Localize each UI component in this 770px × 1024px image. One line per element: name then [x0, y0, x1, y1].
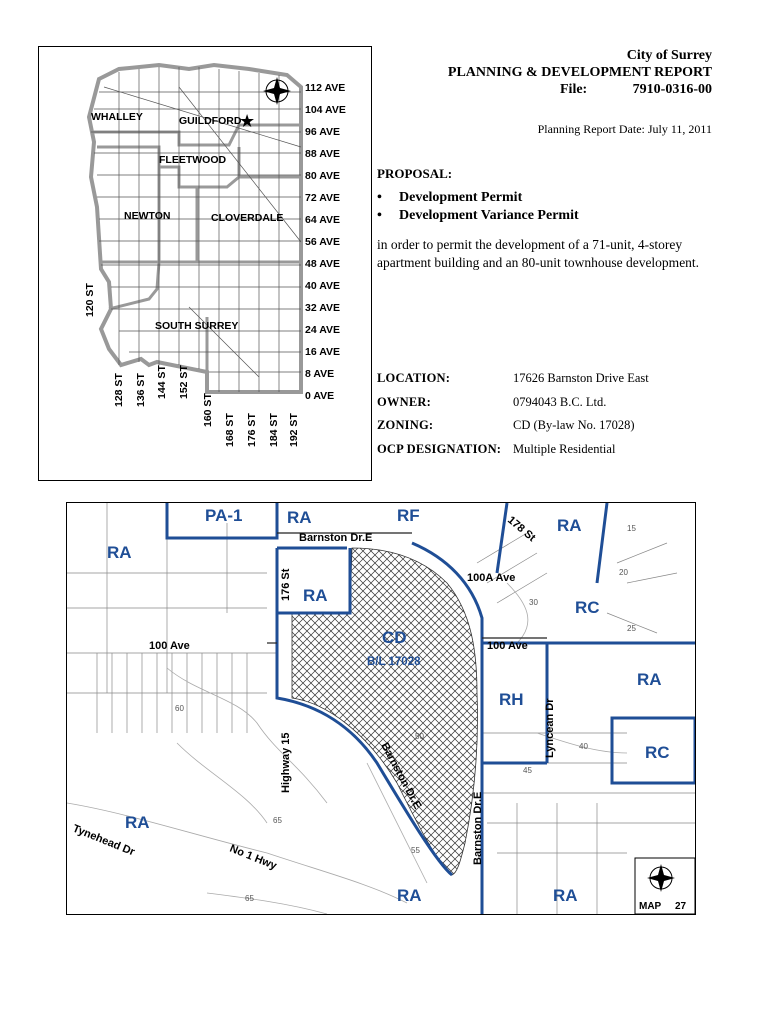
contour-label: 65 [273, 816, 282, 825]
ave-label: 80 AVE [305, 170, 341, 182]
area-newton: NEWTON [124, 210, 171, 222]
contour-label: 20 [619, 568, 628, 577]
street-no1hwy: No 1 Hwy [227, 842, 279, 873]
site-map-frame [66, 502, 696, 915]
ave-label: 32 AVE [305, 302, 341, 314]
location-value: 17626 Barnston Drive East [513, 371, 649, 385]
contour-label: 50 [415, 732, 424, 741]
ocp-label: OCP DESIGNATION: [377, 442, 502, 456]
street-tynehead: Tynehead Dr [70, 822, 137, 859]
zone-label-ra: RA [553, 886, 578, 905]
map-number: 27 [675, 901, 687, 912]
ave-label: 64 AVE [305, 214, 341, 226]
zone-label-rf: RF [397, 506, 420, 525]
bylaw-label: B/L 17028 [367, 656, 421, 668]
st-label: 176 ST [246, 413, 258, 447]
ave-label: 72 AVE [305, 192, 341, 204]
bullet-icon: • [377, 190, 382, 205]
file-label: File: [560, 82, 588, 97]
location-label: LOCATION: [377, 371, 451, 385]
key-map [39, 47, 371, 480]
street-barnston-diag: Barnston Dr.E [378, 740, 424, 812]
contour-label: 60 [175, 704, 184, 713]
file-number: 7910-0316-00 [632, 82, 712, 97]
area-whalley: WHALLEY [91, 111, 143, 123]
st-label: 192 ST [288, 413, 300, 447]
proposal-description: in order to permit the development of a 71-unit, 4-storey apartment building and an 80-unit townhouse development. [377, 237, 700, 270]
owner-label: OWNER: [377, 395, 431, 409]
street-100a-ave: 100A Ave [467, 572, 516, 584]
ave-label: 104 AVE [305, 104, 346, 116]
ave-label: 40 AVE [305, 280, 341, 292]
report-title: PLANNING & DEVELOPMENT REPORT [447, 65, 712, 80]
compass-icon [647, 864, 675, 892]
ave-label: 88 AVE [305, 148, 341, 160]
zone-label-ra: RA [107, 543, 132, 562]
zoning-value: CD (By-law No. 17028) [513, 418, 635, 432]
ave-label: 8 AVE [305, 368, 335, 380]
zone-label-ra: RA [637, 670, 662, 689]
contour-label: 45 [523, 766, 532, 775]
st-label: 128 ST [113, 373, 125, 407]
st-label: 152 ST [178, 365, 190, 399]
proposal-item-label: Development Permit [399, 190, 523, 205]
bullet-icon: • [377, 208, 382, 223]
report-date: Planning Report Date: July 11, 2011 [537, 122, 712, 136]
street-100-ave-right: 100 Ave [487, 640, 528, 652]
zone-label-ra: RA [397, 886, 422, 905]
ave-label: 0 AVE [305, 390, 335, 402]
zone-label-rh: RH [499, 690, 524, 709]
zoning-label: ZONING: [377, 418, 434, 432]
ocp-value: Multiple Residential [513, 442, 616, 456]
contour-label: 65 [245, 894, 254, 903]
ave-label: 96 AVE [305, 126, 341, 138]
ave-label: 16 AVE [305, 346, 341, 358]
zone-label-ra: RA [287, 508, 312, 527]
street-178st: 178 St [505, 514, 538, 545]
zone-label-rc: RC [575, 598, 600, 617]
street-100-ave-left: 100 Ave [149, 640, 190, 652]
st-label: 160 ST [202, 393, 214, 427]
zone-label-ra: RA [125, 813, 150, 832]
site-map [67, 503, 695, 914]
st-label: 120 ST [84, 283, 96, 317]
ave-label: 56 AVE [305, 236, 341, 248]
area-fleetwood: FLEETWOOD [159, 154, 227, 166]
proposal-item [377, 190, 522, 206]
contour-label: 15 [627, 524, 636, 533]
contour-label: 40 [579, 742, 588, 751]
zone-label-ra: RA [303, 586, 328, 605]
contour-label: 30 [529, 598, 538, 607]
compass-icon [263, 77, 291, 105]
zone-label-ra: RA [557, 516, 582, 535]
zone-label-cd: CD [382, 628, 407, 647]
area-cloverdale: CLOVERDALE [211, 212, 284, 224]
st-label: 144 ST [156, 365, 168, 399]
key-map-frame [38, 46, 372, 481]
owner-value: 0794043 B.C. Ltd. [513, 395, 607, 409]
contour-label: 25 [627, 624, 636, 633]
street-barnston-vert: Barnston Dr.E [472, 791, 484, 865]
st-label: 168 ST [224, 413, 236, 447]
ave-label: 24 AVE [305, 324, 341, 336]
contour-label: 55 [411, 846, 420, 855]
zone-label-rc: RC [645, 743, 670, 762]
ave-label: 112 AVE [305, 82, 346, 94]
street-barnston-top: Barnston Dr.E [299, 532, 373, 544]
st-label: 184 ST [268, 413, 280, 447]
area-south-surrey: SOUTH SURREY [155, 320, 239, 332]
street-176st: 176 St [280, 568, 292, 601]
proposal-item-label: Development Variance Permit [399, 208, 579, 223]
city-name: City of Surrey [626, 48, 712, 63]
site-star-icon: ★ [239, 111, 256, 131]
ave-label: 48 AVE [305, 258, 341, 270]
proposal-title: PROPOSAL: [377, 166, 453, 181]
proposal-item [377, 208, 579, 224]
zone-label-pa1: PA-1 [205, 506, 243, 525]
street-highway15: Highway 15 [280, 732, 292, 793]
street-lyncean: Lyncean Dr [544, 698, 556, 758]
map-label: MAP [639, 901, 662, 912]
area-guildford: GUILDFORD [179, 115, 242, 127]
st-label: 136 ST [135, 373, 147, 407]
